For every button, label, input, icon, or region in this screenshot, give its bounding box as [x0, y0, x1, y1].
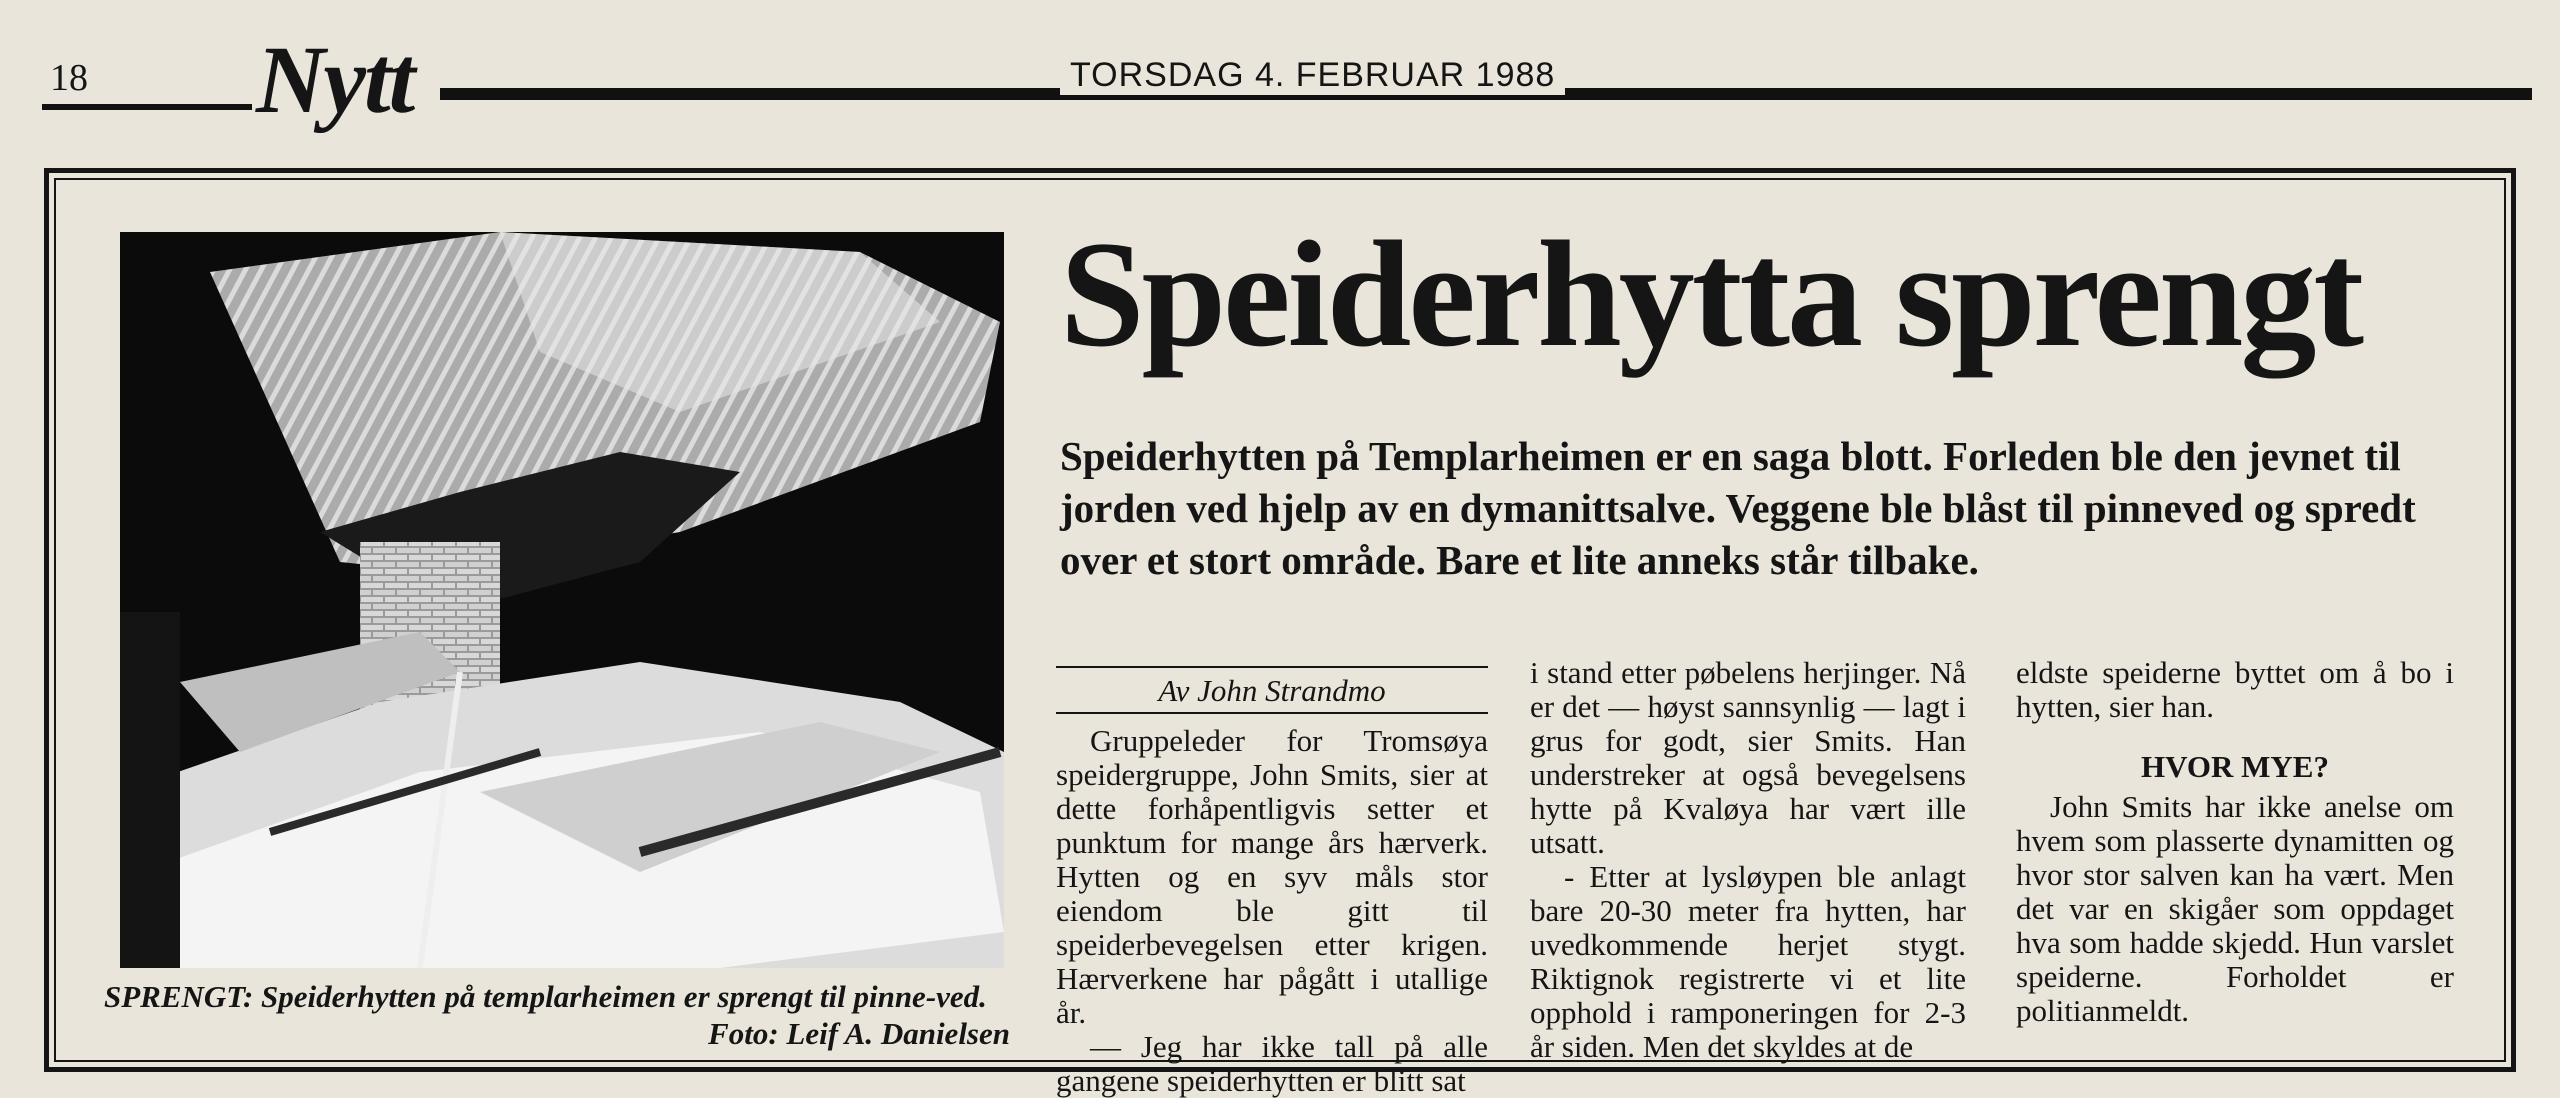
byline-rule-top	[1056, 666, 1488, 668]
article-column-3	[2016, 656, 2454, 1028]
paragraph: Gruppeleder for Tromsøya speidergruppe, John Smits, sier at dette forhåpentligvis setter et punktum for mange års hærverk. Hytten og en syv måls stor eiendom ble gitt til speiderbevegelsen etter krigen. Hærverkene har pågått i utallige år.	[1056, 723, 1488, 1030]
byline: Av John Strandmo	[1158, 673, 1386, 708]
paragraph: — Jeg har ikke tall på alle gangene speiderhytten er blitt sat	[1056, 1029, 1488, 1098]
headline: Speiderhytta sprengt	[1060, 210, 2362, 378]
dateline: TORSDAG 4. FEBRUAR 1988	[1060, 56, 1565, 95]
masthead-rule-left	[42, 104, 262, 110]
caption-text: SPRENGT: Speiderhytten på templarheimen er sprengt til pinne-ved.	[104, 979, 987, 1014]
page-number: 18	[50, 57, 88, 99]
photo-caption	[104, 978, 1010, 1052]
paragraph: eldste speiderne byttet om å bo i hytten, sier han.	[2016, 655, 2454, 724]
masthead	[0, 0, 2560, 150]
article-column-1	[1056, 724, 1488, 1098]
article-column-2	[1530, 656, 1966, 1064]
byline-rule-bottom	[1056, 712, 1488, 714]
subheading: HVOR MYE?	[2141, 749, 2329, 784]
paragraph: - Etter at lysløypen ble anlagt bare 20-30 meter fra hytten, har uvedkommende herjet stygt. Riktignok registrerte vi et lite opphold i ramponeringen for 2-3 år siden. Men det skyldes at de	[1530, 859, 1966, 1064]
lead-paragraph: Speiderhytten på Templarheimen er en saga blott. Forleden ble den jevnet til jorden ved hjelp av en dymanittsalve. Veggene ble blåst til pinneved og spredt over et stort område. Bare et lite anneks står tilbake.	[1060, 433, 2416, 583]
paragraph: John Smits har ikke anelse om hvem som plasserte dynamitten og hvor stor salven kan ha vært. Men det var en skigåer som oppdaget hva som hadde skjedd. Hun varslet speiderne. Forholdet er politianmeldt.	[2016, 789, 2454, 1028]
paragraph: i stand etter pøbelens herjinger. Nå er det — høyst sannsynlig — lagt i grus for godt, sier Smits. Han understreker at også bevegelsens hytte på Kvaløya har vært ille utsatt.	[1530, 655, 1966, 860]
section-name: Nytt	[252, 32, 421, 128]
article-photo	[120, 232, 1004, 968]
photo-credit: Foto: Leif A. Danielsen	[708, 1016, 1010, 1051]
